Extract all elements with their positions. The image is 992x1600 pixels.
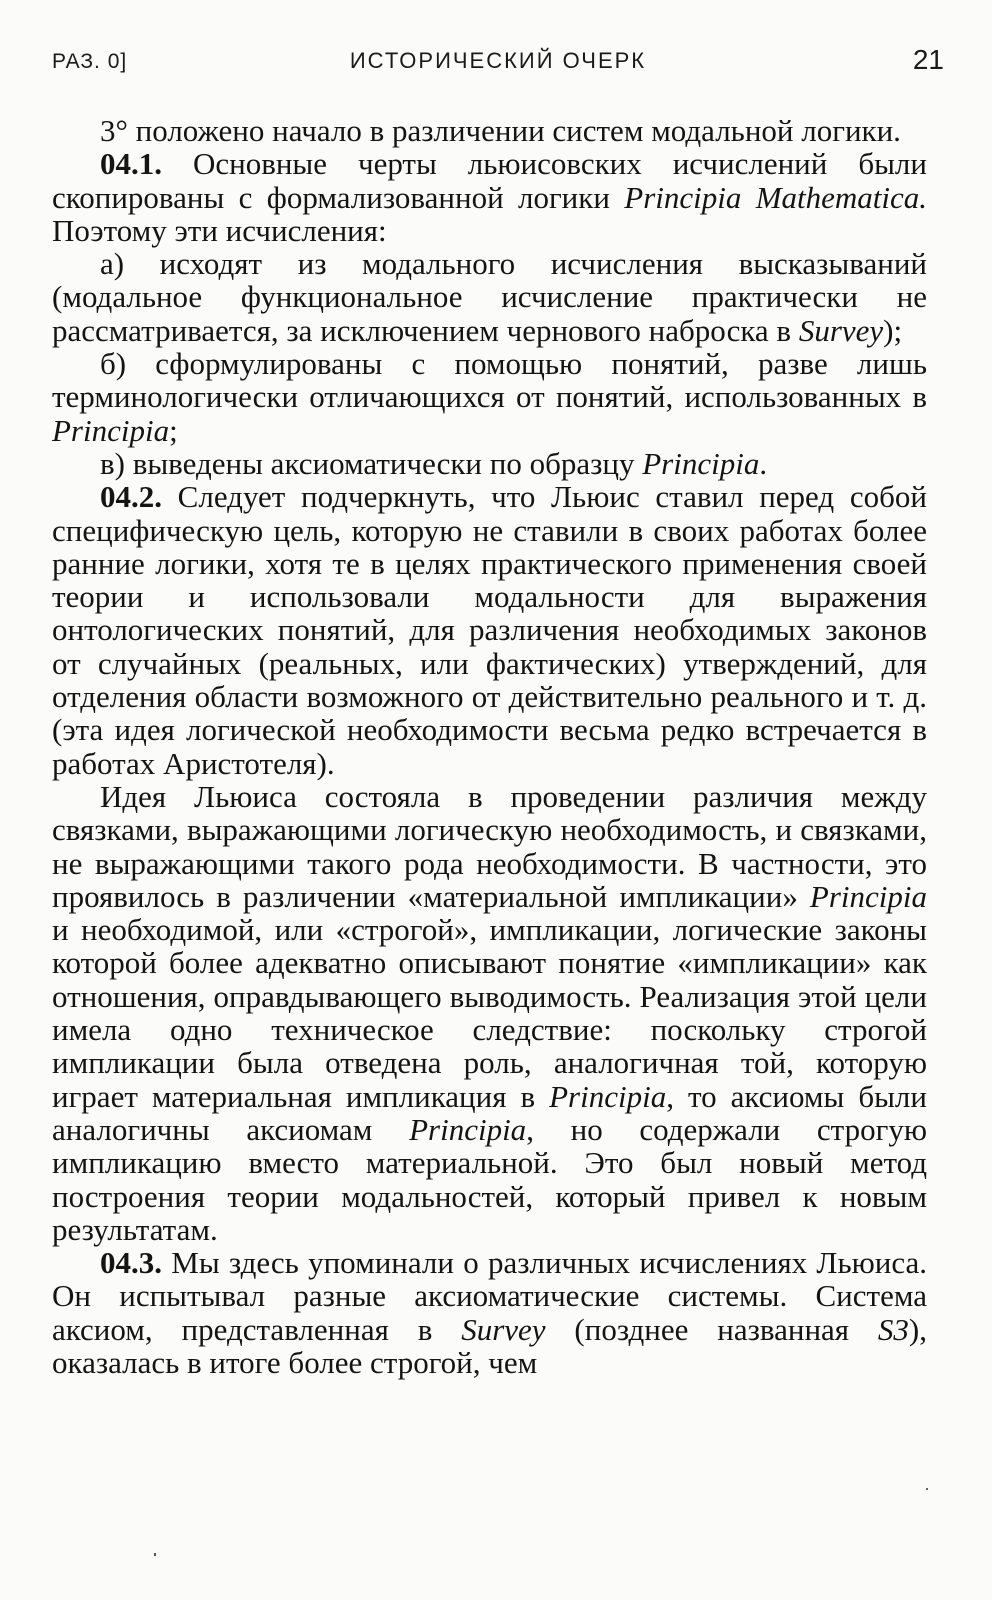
italic-title: Principia xyxy=(52,412,170,448)
italic-title: Survey xyxy=(461,1311,546,1347)
punctuation: ; xyxy=(169,412,178,448)
running-header xyxy=(52,40,944,80)
section-number: 04.3. xyxy=(100,1245,162,1281)
list-item-a xyxy=(52,247,927,347)
paragraph-text: и необходимой, или «строгой», импликации, логические законы которой более адекватно описывают понятие «импликации» как отношения, оправдывающего выводимость. Реализация этой цели имела одно техническое следствие: поскольку строгой импликации была отведена роль, аналогичная той, которую играет материальная импликация в xyxy=(52,912,927,1114)
paragraph-lewis-idea xyxy=(52,780,927,1246)
italic-title: Principia xyxy=(642,445,760,481)
paragraph-text: ), оказалась в итоге более строгой, чем xyxy=(52,1311,927,1380)
paragraph-text: Поэтому эти исчисления: xyxy=(52,212,387,248)
paragraph-04-2 xyxy=(52,480,927,780)
list-item-text: б) сформулированы с помощью понятий, разве лишь терминологически отличающихся от понятий, использованных в xyxy=(52,346,927,415)
page-body xyxy=(52,114,927,1379)
section-number: 04.1. xyxy=(100,146,162,182)
print-speck xyxy=(926,1488,928,1490)
italic-title: Principia xyxy=(409,1111,527,1147)
paragraph-text: (позднее названная xyxy=(545,1311,878,1347)
paragraph-04-1 xyxy=(52,147,927,247)
italic-title: Principia xyxy=(549,1078,667,1114)
paragraph-text: , то аксиомы были аналогичны аксиомам xyxy=(52,1078,927,1147)
italic-title: Survey xyxy=(798,312,884,348)
paragraph-text: Мы здесь упоминали о различных исчислениях Льюиса. Он испытывал разные аксиоматические системы. Система аксиом, представленная в xyxy=(52,1245,927,1347)
print-speck xyxy=(154,1553,156,1556)
punctuation: ); xyxy=(883,312,903,348)
list-item-text: а) исходят из модального исчисления высказываний (модальное функциональное исчисление практически не рассматривается, за исключением чернового наброска в xyxy=(52,246,927,348)
paragraph-text: Следует подчеркнуть, что Льюис ставил перед собой специфическую цель, которую не ставили в своих работах более ранние логики, хотя те в целях практического применения своей теории и использовали модальности для выражения онтологических понятий, для различения необходимых законов от случайных (реальных, или фактических) утверждений, для отделения области возможного от действительно реального и т. д. (эта идея логической необходимости весьма редко встречается в работах Аристотеля). xyxy=(52,479,927,781)
punctuation: . xyxy=(759,445,768,481)
italic-title: Principia Mathematica. xyxy=(624,179,928,215)
paragraph-text: 3° положено начало в различении систем модальной логики. xyxy=(100,113,901,148)
section-number: 04.2. xyxy=(100,479,162,515)
paragraph-continuation xyxy=(52,114,927,147)
section-label: РАЗ. 0] xyxy=(52,50,128,73)
list-item-c xyxy=(52,447,927,480)
italic-symbol: S3 xyxy=(877,1311,909,1347)
paragraph-text: , но содержали строгую импликацию вместо материальной. Это был новый метод построения теории модальностей, который привел к новым результатам. xyxy=(52,1111,927,1247)
paragraph-text: Основные черты льюисовских исчислений были скопированы с формализованной логики xyxy=(52,146,927,215)
running-title: ИСТОРИЧЕСКИЙ ОЧЕРК xyxy=(349,48,647,73)
list-item-b xyxy=(52,347,927,447)
paragraph-04-3 xyxy=(52,1246,927,1379)
list-item-text: в) выведены аксиоматически по образцу xyxy=(100,445,643,481)
italic-title: Principia xyxy=(809,878,927,914)
paragraph-text: Идея Льюиса состояла в проведении различия между связками, выражающими логическую необходимость, и связками, не выражающими такого рода необходимости. В частности, это проявилось в различении «материальной импликации» xyxy=(52,778,927,914)
page-number: 21 xyxy=(912,44,944,75)
